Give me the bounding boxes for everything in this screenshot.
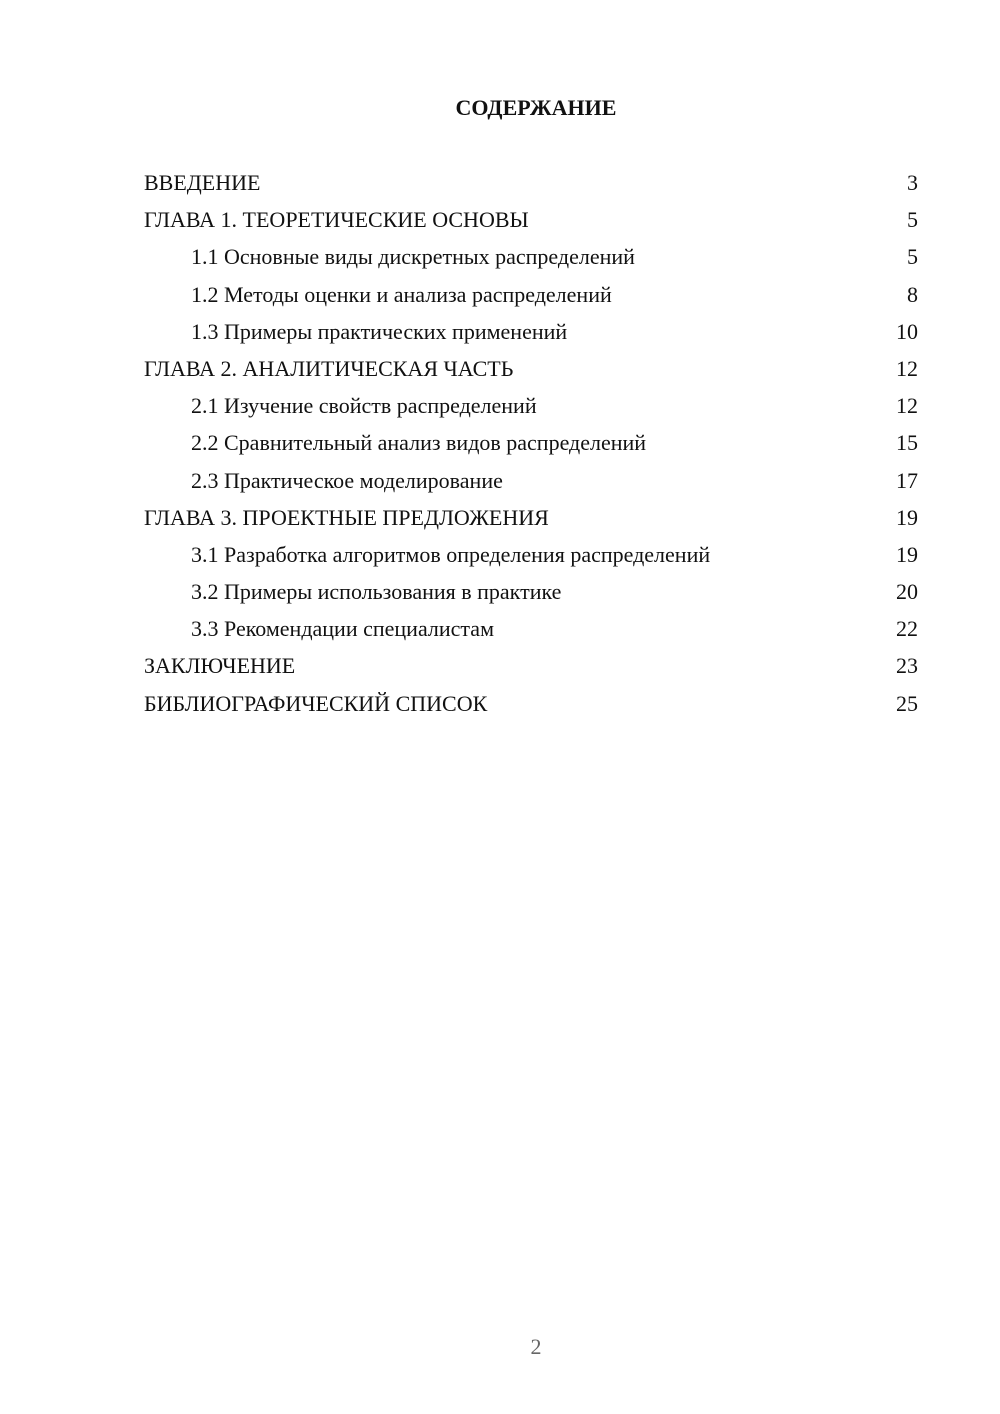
toc-entry-label: 3.1 Разработка алгоритмов определения распределений: [191, 541, 711, 567]
toc-entry-section-3-3[interactable]: [144, 616, 918, 653]
toc-entry-section-1-1[interactable]: [144, 244, 918, 281]
toc-entry-label: 3.2 Примеры использования в практике: [191, 579, 562, 605]
page-title-container: [0, 95, 1000, 121]
toc-entry-label: 3.3 Рекомендации специалистам: [191, 616, 494, 642]
toc-entry-page: 19: [896, 504, 918, 530]
toc-entry-section-1-3[interactable]: [144, 319, 918, 356]
toc-entry-page: 25: [896, 690, 918, 716]
toc-entry-label: ГЛАВА 2. АНАЛИТИЧЕСКАЯ ЧАСТЬ: [144, 355, 514, 381]
toc-entry-section-3-1[interactable]: [144, 542, 918, 579]
toc-entry-page: 8: [907, 281, 918, 307]
toc-entry-page: 5: [907, 207, 918, 233]
toc-entry-section-2-2[interactable]: [144, 430, 918, 467]
toc-entry-page: 10: [896, 318, 918, 344]
toc-entry-section-2-1[interactable]: [144, 393, 918, 430]
toc-entry-page: 20: [896, 579, 918, 605]
toc-entry-label: 1.3 Примеры практических применений: [191, 318, 568, 344]
toc-entry-label: 1.2 Методы оценки и анализа распределений: [191, 281, 612, 307]
toc-entry-section-3-2[interactable]: [144, 579, 918, 616]
toc-entry-page: 23: [896, 653, 918, 679]
toc-entry-page: 17: [896, 467, 918, 493]
toc-entry-label: 1.1 Основные виды дискретных распределений: [191, 244, 635, 270]
toc-entry-page: 12: [896, 393, 918, 419]
toc-entry-chapter-2[interactable]: [144, 356, 918, 393]
toc-entry-conclusion[interactable]: [144, 653, 918, 690]
page-number: 2: [530, 1334, 542, 1359]
toc-entry-label: ГЛАВА 1. ТЕОРЕТИЧЕСКИЕ ОСНОВЫ: [144, 207, 529, 233]
toc-entry-label: ЗАКЛЮЧЕНИЕ: [144, 653, 296, 679]
toc-entry-label: 2.1 Изучение свойств распределений: [191, 393, 537, 419]
toc-entry-label: 2.3 Практическое моделирование: [191, 467, 503, 493]
toc-entry-page: 12: [896, 355, 918, 381]
page-title: СОДЕРЖАНИЕ: [455, 95, 617, 120]
toc-entry-page: 3: [907, 170, 918, 195]
toc-entry-bibliography[interactable]: [144, 691, 918, 728]
toc-entry-section-2-3[interactable]: [144, 468, 918, 505]
toc-entry-page: 5: [907, 244, 918, 270]
toc-entry-section-1-2[interactable]: [144, 282, 918, 319]
toc-entry-chapter-1[interactable]: [144, 207, 918, 244]
toc-entry-page: 15: [896, 430, 918, 456]
toc-entry-chapter-3[interactable]: [144, 505, 918, 542]
table-of-contents: [144, 170, 918, 728]
toc-entry-label: БИБЛИОГРАФИЧЕСКИЙ СПИСОК: [144, 690, 488, 716]
toc-entry-label: ГЛАВА 3. ПРОЕКТНЫЕ ПРЕДЛОЖЕНИЯ: [144, 504, 549, 530]
toc-entry-page: 19: [896, 541, 918, 567]
toc-entry-introduction[interactable]: [144, 170, 918, 207]
toc-entry-page: 22: [896, 616, 918, 642]
toc-entry-label: 2.2 Сравнительный анализ видов распределений: [191, 430, 647, 456]
toc-entry-label: ВВЕДЕНИЕ: [144, 170, 261, 195]
